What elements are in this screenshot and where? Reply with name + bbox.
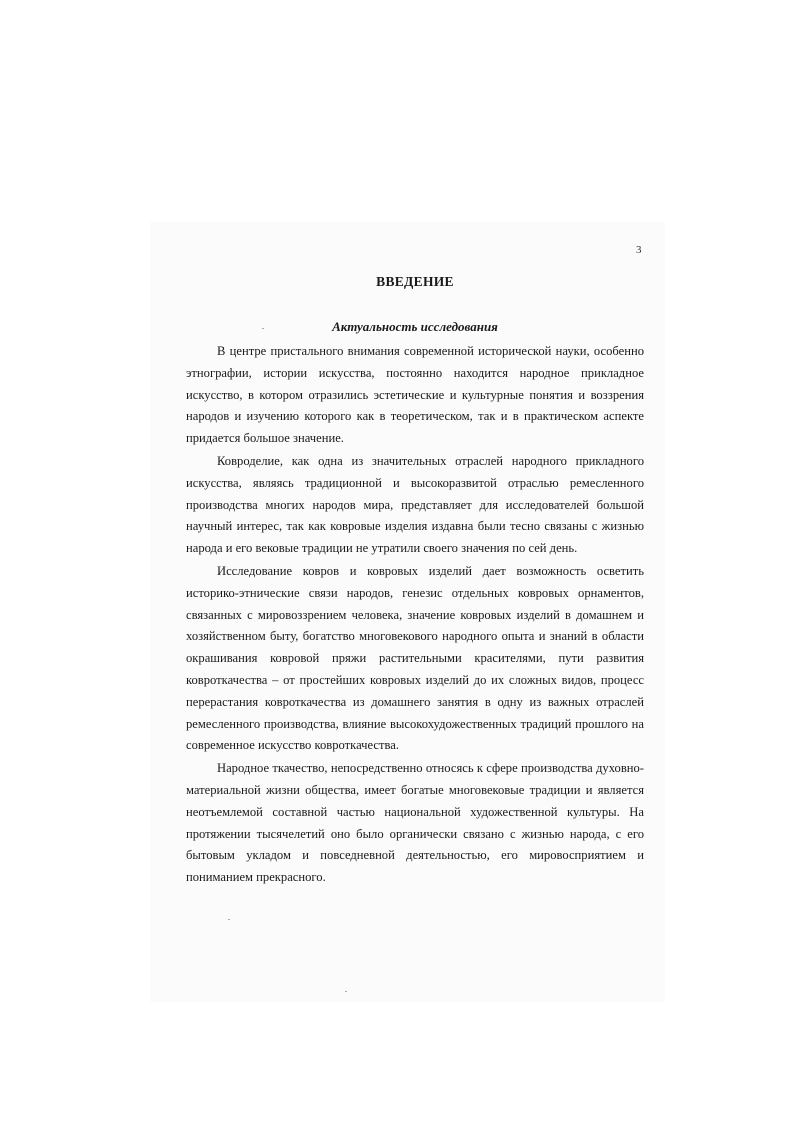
body-text <box>186 341 644 889</box>
scan-speck <box>345 991 347 992</box>
section-heading: Актуальность исследования <box>332 319 498 334</box>
paragraph-3: Исследование ковров и ковровых изделий дает возможность осветить историко-этнические связи народов, генезис отдельных ковровых орнаментов, связанных с мировоззрением человека, значение ковровых изделий в домашнем и хозяйственном быту, богатство многовекового народного опыта и знаний в области окрашивания ковровой пряжи растительными красителями, пути развития ковроткачества – от простейших ковровых изделий до их сложных видов, процесс перерастания ковроткачества из домашнего занятия в одну из важных отраслей ремесленного производства, влияние высокохудожественных традиций прошлого на современное искусство ковроткачества. <box>186 563 644 753</box>
scan-speck <box>262 328 264 329</box>
paragraph-2: Ковроделие, как одна из значительных отраслей народного прикладного искусства, являясь традиционной и высокоразвитой отраслью ремесленного производства многих народов мира, представляет для исследователей большой научный интерес, так как ковровые изделия издавна были тесно связаны с жизнью народа и его вековые традиции не утратили своего значения по сей день. <box>186 453 644 556</box>
chapter-title: ВВЕДЕНИЕ <box>376 274 454 289</box>
paragraph-1: В центре пристального внимания современной исторической науки, особенно этнографии, истории искусства, постоянно находится народное прикладное искусство, в котором отразились эстетические и культурные понятия и воззрения народов и изучению которого как в теоретическом, так и в практическом аспекте придается большое значение. <box>186 344 644 446</box>
scan-speck <box>228 919 230 920</box>
paragraph-4: Народное ткачество, непосредственно относясь к сфере производства духовно-материальной жизни общества, имеет богатые многовековые традиции и является неотъемлемой составной частью национальной художественной культуры. На протяжении тысячелетий оно было органически связано с жизнью народа, с его бытовым укладом и повседневной деятельностью, его мировосприятием и пониманием прекрасного. <box>186 761 644 885</box>
page-number: 3 <box>636 244 642 256</box>
